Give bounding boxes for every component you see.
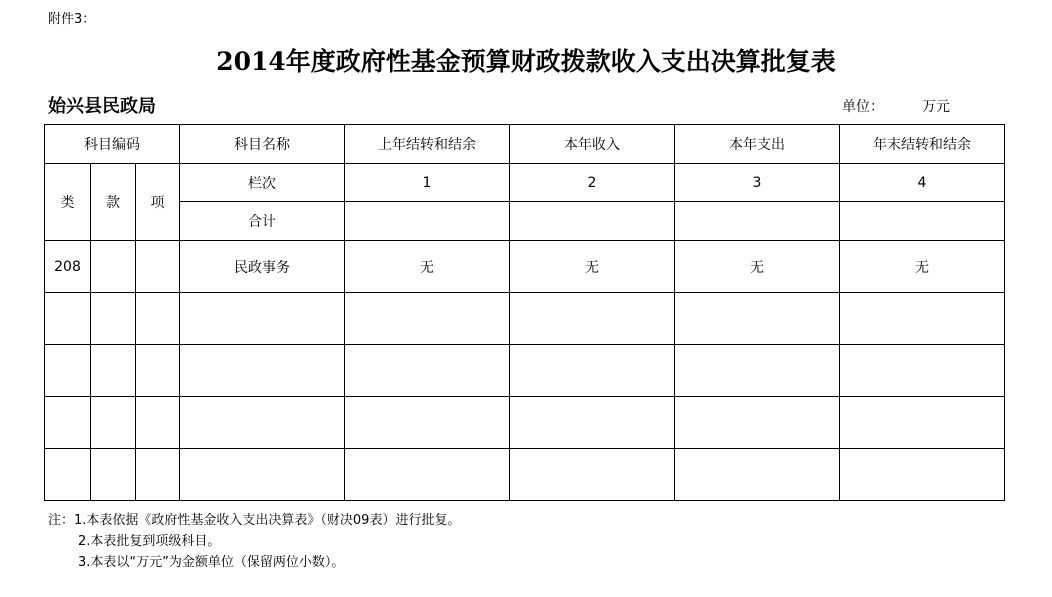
table-row [45, 293, 1005, 345]
cell-lei [45, 449, 91, 501]
total-row [45, 202, 1005, 241]
cell-value [510, 345, 675, 397]
cell-lei [45, 397, 91, 449]
cell-value [675, 449, 840, 501]
column-index-row [45, 164, 1005, 202]
cell-value [345, 345, 510, 397]
footnote: 3.本表以“万元”为金额单位（保留两位小数）。 [78, 555, 345, 570]
cell-value [510, 293, 675, 345]
cell-value [840, 345, 1005, 397]
unit-label: 单位： [842, 99, 884, 115]
total-label: 合计 [180, 202, 345, 241]
cell-lei [45, 293, 91, 345]
cell-name [180, 345, 345, 397]
lanci-value: 3 [675, 164, 840, 202]
header-code: 科目编码 [45, 125, 180, 164]
cell-xiang [136, 293, 180, 345]
cell-kuan [91, 345, 136, 397]
cell-value: 无 [345, 241, 510, 293]
table-row [45, 449, 1005, 501]
cell-value [675, 397, 840, 449]
cell-value: 无 [510, 241, 675, 293]
cell-kuan [91, 241, 136, 293]
footnote: 2.本表批复到项级科目。 [78, 534, 221, 549]
total-cell [345, 202, 510, 241]
header-year-end-carryover: 年末结转和结余 [840, 125, 1005, 164]
cell-value [675, 345, 840, 397]
cell-value [345, 293, 510, 345]
cell-xiang [136, 241, 180, 293]
header-lei: 类 [45, 164, 91, 241]
cell-name: 民政事务 [180, 241, 345, 293]
lanci-value: 4 [840, 164, 1005, 202]
header-current-income: 本年收入 [510, 125, 675, 164]
cell-kuan [91, 293, 136, 345]
cell-xiang [136, 345, 180, 397]
table-row [45, 241, 1005, 293]
lanci-value: 2 [510, 164, 675, 202]
footnote: 注：1.本表依据《政府性基金收入支出决算表》（财决09表）进行批复。 [48, 513, 461, 528]
page-title: 2014年度政府性基金预算财政拨款收入支出决算批复表 [216, 47, 836, 76]
attachment-label: 附件3： [48, 12, 96, 27]
footnotes [48, 510, 460, 573]
unit-value: 万元 [922, 99, 950, 115]
cell-value [840, 293, 1005, 345]
cell-name [180, 397, 345, 449]
cell-value [345, 449, 510, 501]
cell-name [180, 293, 345, 345]
total-cell [675, 202, 840, 241]
cell-value [840, 397, 1005, 449]
cell-value [510, 397, 675, 449]
cell-kuan [91, 397, 136, 449]
table-row [45, 397, 1005, 449]
header-kuan: 款 [91, 164, 136, 241]
header-prior-carryover: 上年结转和结余 [345, 125, 510, 164]
cell-value [345, 397, 510, 449]
cell-xiang [136, 449, 180, 501]
table-row [45, 345, 1005, 397]
lanci-value: 1 [345, 164, 510, 202]
cell-value: 无 [840, 241, 1005, 293]
cell-name [180, 449, 345, 501]
cell-lei [45, 345, 91, 397]
total-cell [510, 202, 675, 241]
header-row [45, 125, 1005, 164]
cell-kuan [91, 449, 136, 501]
cell-value [840, 449, 1005, 501]
header-current-expense: 本年支出 [675, 125, 840, 164]
header-name: 科目名称 [180, 125, 345, 164]
approval-table [44, 124, 1005, 501]
cell-value: 无 [675, 241, 840, 293]
cell-value [675, 293, 840, 345]
organization-name: 始兴县民政局 [48, 96, 156, 117]
cell-lei: 208 [45, 241, 91, 293]
lanci-label: 栏次 [180, 164, 345, 202]
cell-xiang [136, 397, 180, 449]
cell-value [510, 449, 675, 501]
header-xiang: 项 [136, 164, 180, 241]
total-cell [840, 202, 1005, 241]
